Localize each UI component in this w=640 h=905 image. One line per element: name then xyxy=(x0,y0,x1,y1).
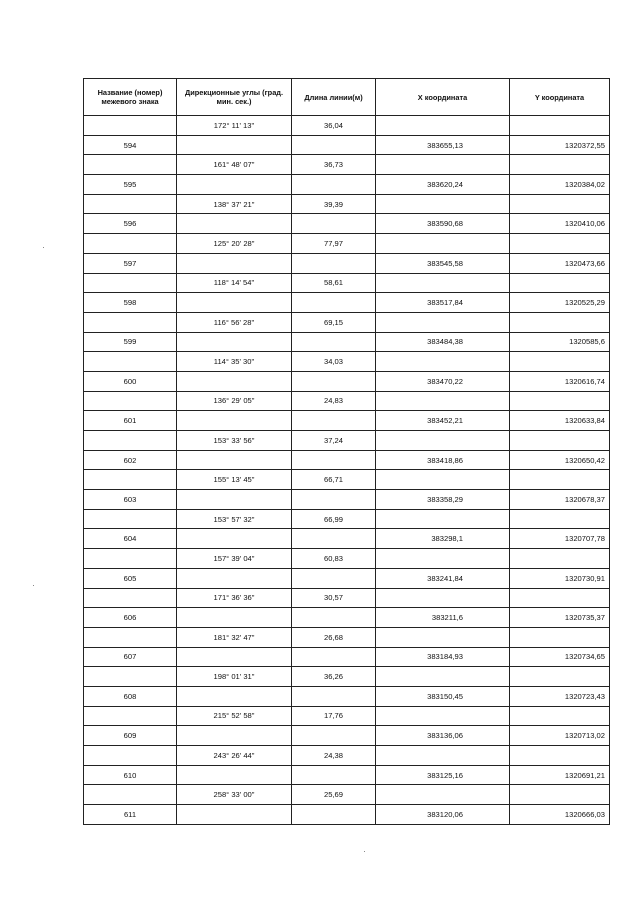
empty-cell xyxy=(177,450,292,470)
empty-cell xyxy=(376,667,510,687)
table-row-point xyxy=(84,647,610,667)
scan-speck xyxy=(33,585,34,586)
x-coordinate-cell: 383184,93 xyxy=(376,647,510,667)
empty-cell xyxy=(376,706,510,726)
mark-name-cell: 605 xyxy=(84,568,177,588)
mark-name-cell: 601 xyxy=(84,411,177,431)
empty-cell xyxy=(292,608,376,628)
line-length-cell: 60,83 xyxy=(292,549,376,569)
table-row-segment xyxy=(84,155,610,175)
empty-cell xyxy=(84,627,177,647)
direction-angle-cell: 171° 36' 36" xyxy=(177,588,292,608)
empty-cell xyxy=(177,529,292,549)
table-row-point xyxy=(84,411,610,431)
x-coordinate-cell: 383655,13 xyxy=(376,135,510,155)
y-coordinate-cell: 1320666,03 xyxy=(510,805,610,825)
x-coordinate-cell: 383150,45 xyxy=(376,686,510,706)
mark-name-cell: 602 xyxy=(84,450,177,470)
scan-speck xyxy=(364,851,365,852)
x-coordinate-cell: 383120,06 xyxy=(376,805,510,825)
table-row-point xyxy=(84,529,610,549)
table-row-point xyxy=(84,371,610,391)
empty-cell xyxy=(292,686,376,706)
empty-cell xyxy=(177,568,292,588)
line-length-cell: 58,61 xyxy=(292,273,376,293)
line-length-cell: 34,03 xyxy=(292,352,376,372)
direction-angle-cell: 161° 48' 07" xyxy=(177,155,292,175)
table-row-point xyxy=(84,765,610,785)
empty-cell xyxy=(292,253,376,273)
empty-cell xyxy=(376,352,510,372)
empty-cell xyxy=(177,686,292,706)
line-length-cell: 39,39 xyxy=(292,194,376,214)
x-coordinate-cell: 383136,06 xyxy=(376,726,510,746)
y-coordinate-cell: 1320735,37 xyxy=(510,608,610,628)
empty-cell xyxy=(177,371,292,391)
empty-cell xyxy=(292,647,376,667)
x-coordinate-cell: 383452,21 xyxy=(376,411,510,431)
table-row-point xyxy=(84,805,610,825)
table-row-point xyxy=(84,726,610,746)
empty-cell xyxy=(376,194,510,214)
table-row-point xyxy=(84,332,610,352)
empty-cell xyxy=(292,293,376,313)
table-row-point xyxy=(84,293,610,313)
direction-angle-cell: 155° 13' 45" xyxy=(177,470,292,490)
empty-cell xyxy=(292,135,376,155)
empty-cell xyxy=(510,273,610,293)
y-coordinate-cell: 1320734,65 xyxy=(510,647,610,667)
empty-cell xyxy=(84,155,177,175)
empty-cell xyxy=(84,588,177,608)
empty-cell xyxy=(376,470,510,490)
line-length-cell: 66,71 xyxy=(292,470,376,490)
empty-cell xyxy=(376,391,510,411)
y-coordinate-cell: 1320723,43 xyxy=(510,686,610,706)
y-coordinate-cell: 1320372,55 xyxy=(510,135,610,155)
empty-cell xyxy=(177,726,292,746)
empty-cell xyxy=(510,627,610,647)
empty-cell xyxy=(84,312,177,332)
direction-angle-cell: 114° 35' 30" xyxy=(177,352,292,372)
line-length-cell: 25,69 xyxy=(292,785,376,805)
table-row-segment xyxy=(84,116,610,136)
empty-cell xyxy=(84,746,177,766)
empty-cell xyxy=(376,116,510,136)
direction-angle-cell: 138° 37' 21" xyxy=(177,194,292,214)
table-row-segment xyxy=(84,352,610,372)
empty-cell xyxy=(376,627,510,647)
empty-cell xyxy=(292,490,376,510)
empty-cell xyxy=(292,726,376,746)
line-length-cell: 77,97 xyxy=(292,234,376,254)
empty-cell xyxy=(84,273,177,293)
empty-cell xyxy=(376,549,510,569)
empty-cell xyxy=(376,785,510,805)
empty-cell xyxy=(177,175,292,195)
x-coordinate-cell: 383125,16 xyxy=(376,765,510,785)
y-coordinate-cell: 1320730,91 xyxy=(510,568,610,588)
table-row-point xyxy=(84,135,610,155)
empty-cell xyxy=(177,411,292,431)
mark-name-cell: 600 xyxy=(84,371,177,391)
mark-name-cell: 595 xyxy=(84,175,177,195)
direction-angle-cell: 153° 33' 56" xyxy=(177,431,292,451)
empty-cell xyxy=(177,608,292,628)
line-length-cell: 36,04 xyxy=(292,116,376,136)
table-row-segment xyxy=(84,627,610,647)
y-coordinate-cell: 1320633,84 xyxy=(510,411,610,431)
x-coordinate-cell: 383545,58 xyxy=(376,253,510,273)
empty-cell xyxy=(510,746,610,766)
empty-cell xyxy=(292,371,376,391)
x-coordinate-cell: 383358,29 xyxy=(376,490,510,510)
line-length-cell: 66,99 xyxy=(292,509,376,529)
empty-cell xyxy=(84,431,177,451)
direction-angle-cell: 258° 33' 00" xyxy=(177,785,292,805)
header-y-coordinate: Y координата xyxy=(510,79,610,116)
y-coordinate-cell: 1320707,78 xyxy=(510,529,610,549)
table-row-point xyxy=(84,490,610,510)
y-coordinate-cell: 1320410,06 xyxy=(510,214,610,234)
mark-name-cell: 604 xyxy=(84,529,177,549)
empty-cell xyxy=(510,312,610,332)
empty-cell xyxy=(376,431,510,451)
mark-name-cell: 608 xyxy=(84,686,177,706)
empty-cell xyxy=(177,805,292,825)
table-row-point xyxy=(84,686,610,706)
empty-cell xyxy=(292,805,376,825)
y-coordinate-cell: 1320525,29 xyxy=(510,293,610,313)
mark-name-cell: 599 xyxy=(84,332,177,352)
line-length-cell: 36,73 xyxy=(292,155,376,175)
empty-cell xyxy=(177,765,292,785)
x-coordinate-cell: 383418,86 xyxy=(376,450,510,470)
mark-name-cell: 597 xyxy=(84,253,177,273)
x-coordinate-cell: 383470,22 xyxy=(376,371,510,391)
x-coordinate-cell: 383211,6 xyxy=(376,608,510,628)
table-row-segment xyxy=(84,509,610,529)
table-row-point xyxy=(84,608,610,628)
mark-name-cell: 606 xyxy=(84,608,177,628)
direction-angle-cell: 153° 57' 32" xyxy=(177,509,292,529)
empty-cell xyxy=(510,116,610,136)
direction-angle-cell: 243° 26' 44" xyxy=(177,746,292,766)
table-row-segment xyxy=(84,667,610,687)
table-row-point xyxy=(84,253,610,273)
empty-cell xyxy=(292,765,376,785)
table-row-point xyxy=(84,450,610,470)
table-row-segment xyxy=(84,391,610,411)
line-length-cell: 36,26 xyxy=(292,667,376,687)
table-row-segment xyxy=(84,312,610,332)
empty-cell xyxy=(376,588,510,608)
empty-cell xyxy=(84,470,177,490)
line-length-cell: 17,76 xyxy=(292,706,376,726)
table-row-point xyxy=(84,214,610,234)
direction-angle-cell: 157° 39' 04" xyxy=(177,549,292,569)
direction-angle-cell: 116° 56' 28" xyxy=(177,312,292,332)
empty-cell xyxy=(292,332,376,352)
empty-cell xyxy=(376,155,510,175)
empty-cell xyxy=(84,194,177,214)
mark-name-cell: 611 xyxy=(84,805,177,825)
direction-angle-cell: 125° 20' 28" xyxy=(177,234,292,254)
table-row-segment xyxy=(84,194,610,214)
y-coordinate-cell: 1320713,02 xyxy=(510,726,610,746)
x-coordinate-cell: 383484,38 xyxy=(376,332,510,352)
empty-cell xyxy=(510,588,610,608)
line-length-cell: 69,15 xyxy=(292,312,376,332)
empty-cell xyxy=(510,391,610,411)
table-row-segment xyxy=(84,549,610,569)
line-length-cell: 24,83 xyxy=(292,391,376,411)
direction-angle-cell: 215° 52' 58" xyxy=(177,706,292,726)
empty-cell xyxy=(177,332,292,352)
header-x-coordinate: X координата xyxy=(376,79,510,116)
direction-angle-cell: 198° 01' 31" xyxy=(177,667,292,687)
table-row-segment xyxy=(84,470,610,490)
empty-cell xyxy=(376,746,510,766)
empty-cell xyxy=(510,155,610,175)
empty-cell xyxy=(510,785,610,805)
header-mark-name: Название (номер) межевого знака xyxy=(84,79,177,116)
line-length-cell: 26,68 xyxy=(292,627,376,647)
x-coordinate-cell: 383590,68 xyxy=(376,214,510,234)
empty-cell xyxy=(84,509,177,529)
empty-cell xyxy=(510,194,610,214)
empty-cell xyxy=(177,293,292,313)
x-coordinate-cell: 383517,84 xyxy=(376,293,510,313)
y-coordinate-cell: 1320384,02 xyxy=(510,175,610,195)
table-row-segment xyxy=(84,431,610,451)
direction-angle-cell: 136° 29' 05" xyxy=(177,391,292,411)
y-coordinate-cell: 1320650,42 xyxy=(510,450,610,470)
empty-cell xyxy=(292,214,376,234)
empty-cell xyxy=(376,509,510,529)
mark-name-cell: 610 xyxy=(84,765,177,785)
mark-name-cell: 596 xyxy=(84,214,177,234)
empty-cell xyxy=(510,667,610,687)
empty-cell xyxy=(376,273,510,293)
line-length-cell: 37,24 xyxy=(292,431,376,451)
y-coordinate-cell: 1320473,66 xyxy=(510,253,610,273)
y-coordinate-cell: 1320616,74 xyxy=(510,371,610,391)
table-row-segment xyxy=(84,785,610,805)
mark-name-cell: 607 xyxy=(84,647,177,667)
direction-angle-cell: 181° 32' 47" xyxy=(177,627,292,647)
empty-cell xyxy=(292,568,376,588)
direction-angle-cell: 118° 14' 54" xyxy=(177,273,292,293)
line-length-cell: 30,57 xyxy=(292,588,376,608)
table-row-segment xyxy=(84,746,610,766)
empty-cell xyxy=(292,175,376,195)
empty-cell xyxy=(84,234,177,254)
header-direction-angle: Дирекционные углы (град. мин. сек.) xyxy=(177,79,292,116)
empty-cell xyxy=(84,667,177,687)
table-row-segment xyxy=(84,273,610,293)
table-row-segment xyxy=(84,234,610,254)
empty-cell xyxy=(292,529,376,549)
empty-cell xyxy=(510,706,610,726)
empty-cell xyxy=(376,312,510,332)
table-header-row xyxy=(84,79,610,116)
y-coordinate-cell: 1320678,37 xyxy=(510,490,610,510)
mark-name-cell: 603 xyxy=(84,490,177,510)
table-row-segment xyxy=(84,588,610,608)
empty-cell xyxy=(510,509,610,529)
empty-cell xyxy=(84,706,177,726)
y-coordinate-cell: 1320585,6 xyxy=(510,332,610,352)
empty-cell xyxy=(177,647,292,667)
empty-cell xyxy=(510,352,610,372)
empty-cell xyxy=(292,450,376,470)
mark-name-cell: 609 xyxy=(84,726,177,746)
empty-cell xyxy=(177,253,292,273)
empty-cell xyxy=(510,549,610,569)
empty-cell xyxy=(510,234,610,254)
line-length-cell: 24,38 xyxy=(292,746,376,766)
empty-cell xyxy=(510,431,610,451)
empty-cell xyxy=(510,470,610,490)
x-coordinate-cell: 383620,24 xyxy=(376,175,510,195)
empty-cell xyxy=(292,411,376,431)
table-row-point xyxy=(84,175,610,195)
boundary-marks-table xyxy=(83,78,610,825)
table-row-point xyxy=(84,568,610,588)
empty-cell xyxy=(177,214,292,234)
x-coordinate-cell: 383298,1 xyxy=(376,529,510,549)
direction-angle-cell: 172° 11' 13" xyxy=(177,116,292,136)
empty-cell xyxy=(84,352,177,372)
scan-speck xyxy=(43,247,44,248)
table-row-segment xyxy=(84,706,610,726)
empty-cell xyxy=(84,549,177,569)
header-line-length: Длина линии(м) xyxy=(292,79,376,116)
y-coordinate-cell: 1320691,21 xyxy=(510,765,610,785)
x-coordinate-cell: 383241,84 xyxy=(376,568,510,588)
empty-cell xyxy=(84,116,177,136)
mark-name-cell: 594 xyxy=(84,135,177,155)
empty-cell xyxy=(84,785,177,805)
empty-cell xyxy=(177,490,292,510)
mark-name-cell: 598 xyxy=(84,293,177,313)
empty-cell xyxy=(84,391,177,411)
empty-cell xyxy=(376,234,510,254)
empty-cell xyxy=(177,135,292,155)
